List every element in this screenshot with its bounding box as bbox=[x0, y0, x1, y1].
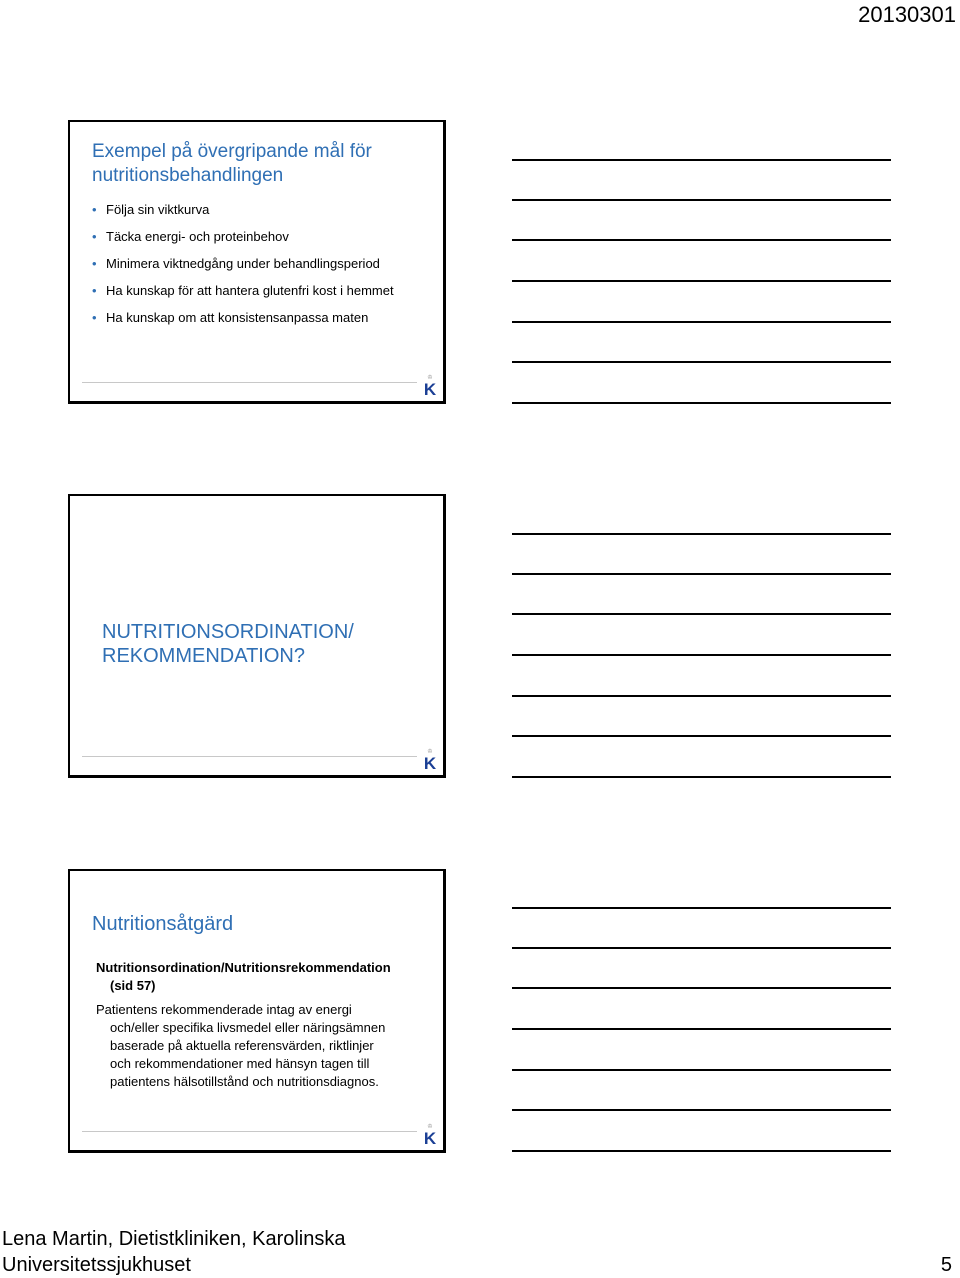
note-line bbox=[512, 907, 891, 909]
note-line bbox=[512, 361, 891, 363]
slide-1-title: Exempel på övergripande mål för nutritionsbehandlingen bbox=[92, 141, 372, 186]
bullet-item: • Ha kunskap för att hantera glutenfri kost i hemmet bbox=[92, 283, 394, 298]
note-line bbox=[512, 402, 891, 404]
bullet-icon: • bbox=[92, 202, 97, 217]
bullet-icon: • bbox=[92, 283, 97, 298]
slide-1 bbox=[68, 120, 446, 404]
slide-footer-divider bbox=[82, 382, 417, 383]
slide-3-body: Patientens rekommenderade intag av energi och/eller specifika livsmedel eller näringsämnen baserade på aktuella referensvärden, riktlinjer och rekommendationer med hänsyn tagen till patientens hälsotillstånd och nutritionsdiagnos. bbox=[96, 1002, 386, 1089]
note-line bbox=[512, 199, 891, 201]
note-line bbox=[512, 321, 891, 323]
note-line bbox=[512, 654, 891, 656]
slide-1-bullets bbox=[90, 202, 420, 337]
note-line bbox=[512, 987, 891, 989]
note-line bbox=[512, 239, 891, 241]
page-footer-author: Lena Martin, Dietistkliniken, Karolinska Universitetssjukhuset bbox=[2, 1228, 346, 1276]
note-line bbox=[512, 613, 891, 615]
bullet-item: • Minimera viktnedgång under behandlingsperiod bbox=[92, 256, 380, 271]
slide-3-title: Nutritionsåtgärd bbox=[92, 913, 234, 935]
bullet-item: • Täcka energi- och proteinbehov bbox=[92, 229, 289, 244]
slide-2-title: NUTRITIONSORDINATION/ REKOMMENDATION? bbox=[102, 621, 354, 667]
header-date: 20130301 bbox=[858, 2, 956, 27]
note-line bbox=[512, 695, 891, 697]
page-number: 5 bbox=[940, 1254, 952, 1276]
slide-2 bbox=[68, 494, 446, 778]
note-line bbox=[512, 1028, 891, 1030]
karolinska-logo-icon: ♔ K bbox=[423, 1124, 437, 1148]
bullet-icon: • bbox=[92, 256, 97, 271]
bullet-item: • Följa sin viktkurva bbox=[92, 202, 210, 217]
bullet-icon: • bbox=[92, 229, 97, 244]
slide-3 bbox=[68, 869, 446, 1153]
bullet-item: • Ha kunskap om att konsistensanpassa maten bbox=[92, 310, 369, 325]
note-line bbox=[512, 1150, 891, 1152]
karolinska-logo-icon: ♔ K bbox=[423, 375, 437, 399]
slide-footer-divider bbox=[82, 756, 417, 757]
note-line bbox=[512, 573, 891, 575]
note-line bbox=[512, 1109, 891, 1111]
note-line bbox=[512, 533, 891, 535]
note-line bbox=[512, 947, 891, 949]
bullet-icon: • bbox=[92, 310, 97, 325]
karolinska-logo-icon: ♔ K bbox=[423, 749, 437, 773]
note-line bbox=[512, 1069, 891, 1071]
slide-3-subheading: Nutritionsordination/Nutritionsrekommendation (sid 57) bbox=[96, 960, 391, 993]
note-line bbox=[512, 776, 891, 778]
slide-footer-divider bbox=[82, 1131, 417, 1132]
note-line bbox=[512, 280, 891, 282]
note-line bbox=[512, 159, 891, 161]
note-line bbox=[512, 735, 891, 737]
